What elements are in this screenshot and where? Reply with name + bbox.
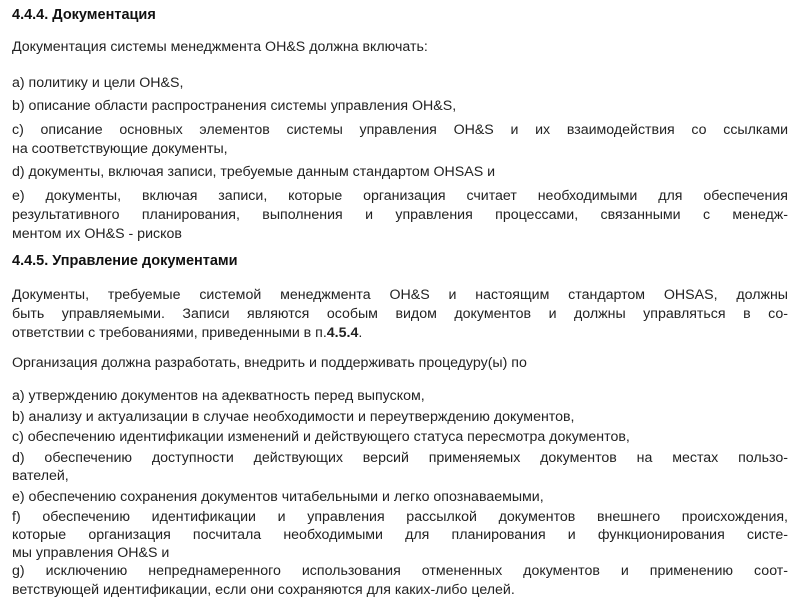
- list-item: g) исключению непреднамеренного использования отмененных документов и применению соот-: [12, 563, 788, 579]
- paragraph-line: быть управляемыми. Записи являются особым видом документов и должны управляться в со-: [12, 306, 788, 322]
- paragraph-line: Организация должна разработать, внедрить и поддерживать процедуру(ы) по: [12, 355, 527, 371]
- list-item-continuation: ветствующей идентификации, если они сохраняются для каких-либо целей.: [12, 582, 515, 598]
- list-item-continuation: которые организация посчитала необходимыми для планирования и функционирования систе-: [12, 527, 788, 543]
- section-heading-4-4-4: 4.4.4. Документация: [12, 7, 156, 23]
- section-heading-4-4-5: 4.4.5. Управление документами: [12, 253, 238, 269]
- list-item: f) обеспечению идентификации и управления рассылкой документов внешнего происхождения,: [12, 509, 788, 525]
- list-item: а) политику и цели OH&S,: [12, 75, 184, 91]
- paragraph-text: ответствии с требованиями, приведенными в п.: [12, 325, 327, 341]
- list-item: d) документы, включая записи, требуемые данным стандартом OHSAS и: [12, 164, 496, 180]
- list-item: е) обеспечению сохранения документов читабельными и легко опознаваемыми,: [12, 489, 544, 505]
- list-item-continuation: вателей,: [12, 468, 69, 484]
- list-item: b) описание области распространения системы управления OH&S,: [12, 98, 457, 114]
- list-item: е) документы, включая записи, которые организация считает необходимыми для обеспечения: [12, 188, 788, 204]
- list-item: b) анализу и актуализации в случае необходимости и переутверждению документов,: [12, 409, 575, 425]
- list-item: с) описание основных элементов системы управления OH&S и их взаимодействия со ссылками: [12, 122, 788, 138]
- list-item: а) утверждению документов на адекватность перед выпуском,: [12, 388, 425, 404]
- list-item: d) обеспечению доступности действующих версий применяемых документов на местах пользо-: [12, 450, 788, 466]
- list-item-continuation: результативного планирования, выполнения и управления процессами, связанными с менедж-: [12, 207, 788, 223]
- paragraph-line: Документы, требуемые системой менеджмента OH&S и настоящим стандартом OHSAS, должны: [12, 287, 788, 303]
- list-item-continuation: мы управления OH&S и: [12, 545, 170, 561]
- list-item-continuation: на соответствующие документы,: [12, 141, 228, 157]
- paragraph-text: .: [358, 325, 363, 341]
- paragraph-line: [12, 324, 788, 343]
- list-item: с) обеспечению идентификации изменений и действующего статуса пересмотра документов,: [12, 429, 630, 445]
- section-intro: Документация системы менеджмента OH&S должна включать:: [12, 39, 428, 55]
- list-item-continuation: ментом их OH&S - рисков: [12, 226, 182, 242]
- clause-reference: 4.5.4: [326, 325, 359, 341]
